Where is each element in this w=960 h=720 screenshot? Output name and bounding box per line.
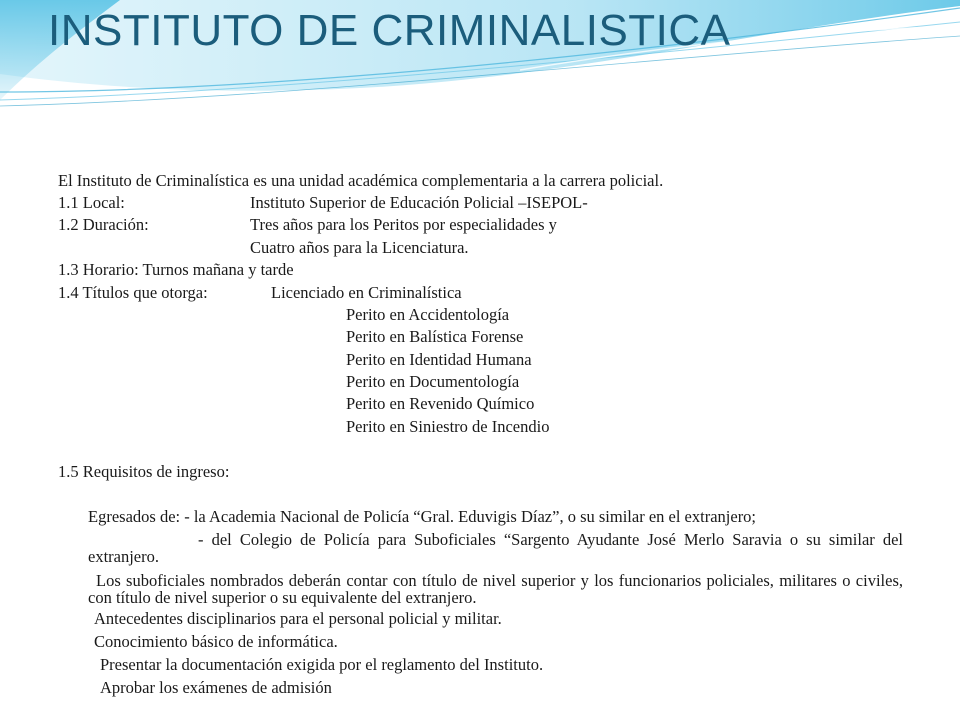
titulo-item: Perito en Balística Forense: [346, 327, 524, 346]
titulo-item: Perito en Documentología: [346, 372, 520, 391]
examenes-text: Aprobar los exámenes de admisión: [100, 678, 332, 697]
slide-title: INSTITUTO DE CRIMINALISTICA: [48, 6, 731, 55]
duracion-value-1: Tres años para los Peritos por especialidades y: [250, 215, 557, 234]
titulo-item: Perito en Identidad Humana: [346, 350, 532, 369]
egresados-line-1: Egresados de: - la Academia Nacional de Policía “Gral. Eduvigis Díaz”, o su similar en el extranjero;: [88, 507, 757, 526]
informatica-text: Conocimiento básico de informática.: [94, 632, 338, 651]
local-value: Instituto Superior de Educación Policial –ISEPOL-: [250, 193, 588, 212]
antecedentes-text: Antecedentes disciplinarios para el personal policial y militar.: [94, 609, 502, 628]
duracion-value-2: Cuatro años para la Licenciatura.: [250, 238, 469, 257]
intro-text: El Instituto de Criminalística es una unidad académica complementaria a la carrera policial.: [58, 171, 664, 190]
titulo-item: Perito en Siniestro de Incendio: [346, 417, 550, 436]
titulo-item: Perito en Revenido Químico: [346, 394, 535, 413]
suboficiales-text: Los suboficiales nombrados deberán contar con título de nivel superior y los funcionarios policiales, militares o civiles, con título de nivel superior o su equivalente del extranjero.: [88, 571, 903, 607]
documentacion-text: Presentar la documentación exigida por el reglamento del Instituto.: [100, 655, 544, 674]
titulos-label: 1.4 Títulos que otorga:: [58, 283, 208, 302]
titulo-item: Perito en Accidentología: [346, 305, 510, 324]
requisitos-label: 1.5 Requisitos de ingreso:: [58, 462, 230, 481]
horario-text: 1.3 Horario: Turnos mañana y tarde: [58, 260, 294, 279]
local-label: 1.1 Local:: [58, 193, 125, 212]
titulo-licenciado: Licenciado en Criminalística: [271, 283, 462, 302]
egresados-line-2: - del Colegio de Policía para Suboficiales “Sargento Ayudante José Merlo Saravia o su similar del extranjero.: [88, 530, 903, 566]
duracion-label: 1.2 Duración:: [58, 215, 149, 234]
